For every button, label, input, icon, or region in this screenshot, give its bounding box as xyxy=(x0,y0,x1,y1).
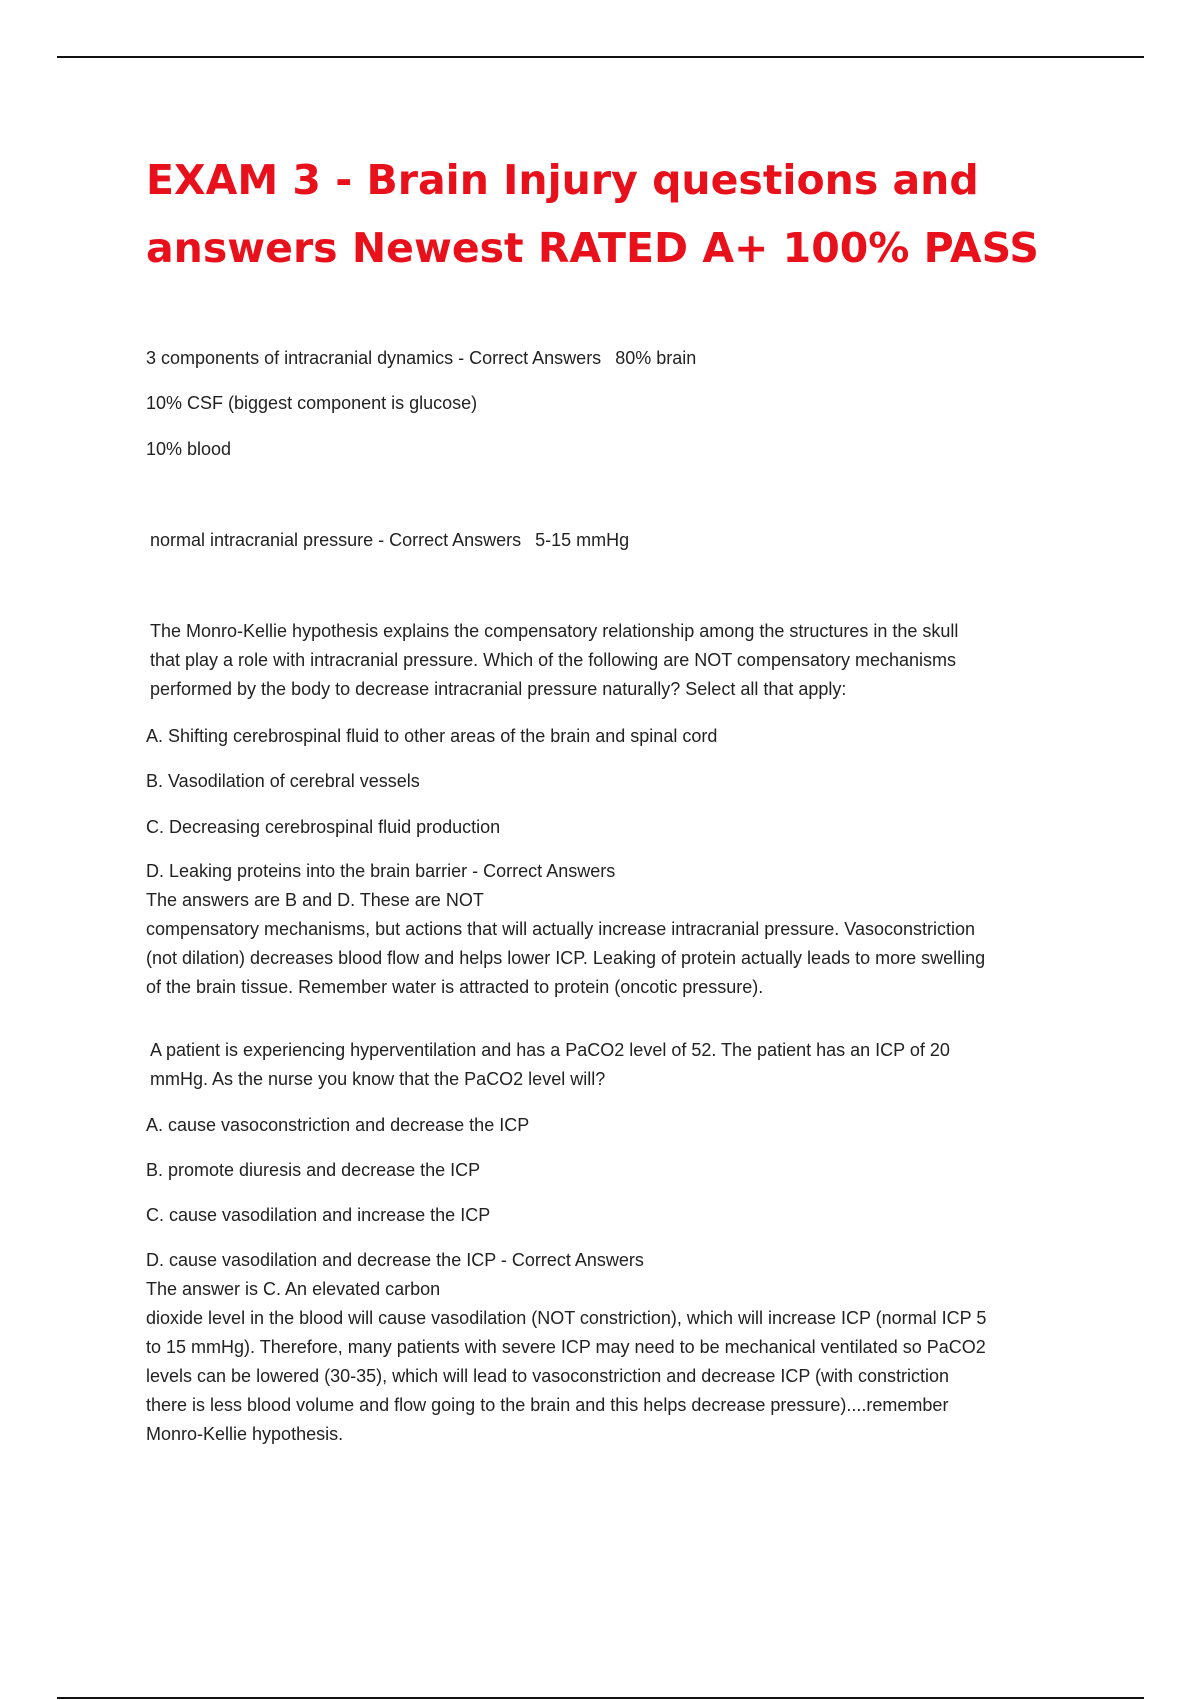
qa-3-question-line-3: performed by the body to decrease intracranial pressure naturally? Select all that apply: xyxy=(150,679,847,699)
qa-4-answer-line-4: levels can be lowered (30-35), which will lead to vasoconstriction and decrease ICP (with constriction xyxy=(146,1366,950,1386)
qa-4-question-line-2: mmHg. As the nurse you know that the PaCO2 level will? xyxy=(150,1069,606,1089)
qa-1-question: 3 components of intracranial dynamics - Correct Answers xyxy=(146,348,602,368)
qa-1-question-line xyxy=(146,344,696,372)
qa-3-answer-line-3: (not dilation) decreases blood flow and helps lower ICP. Leaking of protein actually leads to more swelling xyxy=(146,948,986,968)
title-line-2: answers Newest RATED A+ 100% PASS xyxy=(146,224,1039,272)
qa-4-answer-line-3: to 15 mmHg). Therefore, many patients with severe ICP may need to be mechanical ventilated so PaCO2 xyxy=(146,1337,986,1357)
qa-4-answer-first: The answer is C. An elevated carbon xyxy=(146,1279,441,1299)
qa-3-option-d-line xyxy=(146,857,985,915)
qa-3-answer-line-2: compensatory mechanisms, but actions that will actually increase intracranial pressure. Vasoconstriction xyxy=(146,919,976,939)
qa-4-answer-line-5: there is less blood volume and flow going to the brain and this helps decrease pressure)....remember xyxy=(146,1395,949,1415)
qa-4-option-d: D. cause vasodilation and decrease the ICP - Correct Answers xyxy=(146,1250,644,1270)
qa-1-answer: 80% brain xyxy=(615,348,697,368)
qa-3-option-a: A. Shifting cerebrospinal fluid to other areas of the brain and spinal cord xyxy=(146,726,718,746)
qa-4-answer-line-2: dioxide level in the blood will cause vasodilation (NOT constriction), which will increase ICP (normal ICP 5 xyxy=(146,1308,987,1328)
qa-4-option-c: C. cause vasodilation and increase the ICP xyxy=(146,1205,491,1225)
qa-3-answer xyxy=(146,857,985,1002)
qa-4-option-b: B. promote diuresis and decrease the ICP xyxy=(146,1160,481,1180)
qa-4-question-line-1: A patient is experiencing hyperventilation and has a PaCO2 level of 52. The patient has an ICP of 20 xyxy=(150,1040,950,1060)
qa-4-answer xyxy=(146,1246,986,1449)
qa-3-option-d: D. Leaking proteins into the brain barrier - Correct Answers xyxy=(146,861,616,881)
qa-4-question xyxy=(150,1036,950,1094)
title-line-1: EXAM 3 - Brain Injury questions and xyxy=(146,156,979,204)
qa-2-question-line xyxy=(150,526,629,554)
qa-3-answer-first: The answers are B and D. These are NOT xyxy=(146,890,484,910)
qa-4-answer-line-6: Monro-Kellie hypothesis. xyxy=(146,1424,344,1444)
qa-2-question: normal intracranial pressure - Correct Answers xyxy=(150,530,522,550)
qa-3-option-b: B. Vasodilation of cerebral vessels xyxy=(146,771,420,791)
qa-3-question-line-1: The Monro-Kellie hypothesis explains the compensatory relationship among the structures in the skull xyxy=(150,621,959,641)
qa-1-answer-line-2: 10% CSF (biggest component is glucose) xyxy=(146,393,478,413)
qa-2-answer: 5-15 mmHg xyxy=(535,530,630,550)
qa-3-question-line-2: that play a role with intracranial pressure. Which of the following are NOT compensatory mechanisms xyxy=(150,650,957,670)
document-title xyxy=(146,146,1146,282)
qa-4-option-a: A. cause vasoconstriction and decrease the ICP xyxy=(146,1115,530,1135)
qa-4-option-d-line xyxy=(146,1246,986,1304)
qa-3-option-c: C. Decreasing cerebrospinal fluid production xyxy=(146,817,501,837)
qa-1-answer-line-3: 10% blood xyxy=(146,439,232,459)
qa-3-answer-line-4: of the brain tissue. Remember water is attracted to protein (oncotic pressure). xyxy=(146,977,764,997)
top-rule xyxy=(57,56,1144,58)
qa-3-question xyxy=(150,617,958,704)
bottom-rule xyxy=(57,1697,1144,1699)
